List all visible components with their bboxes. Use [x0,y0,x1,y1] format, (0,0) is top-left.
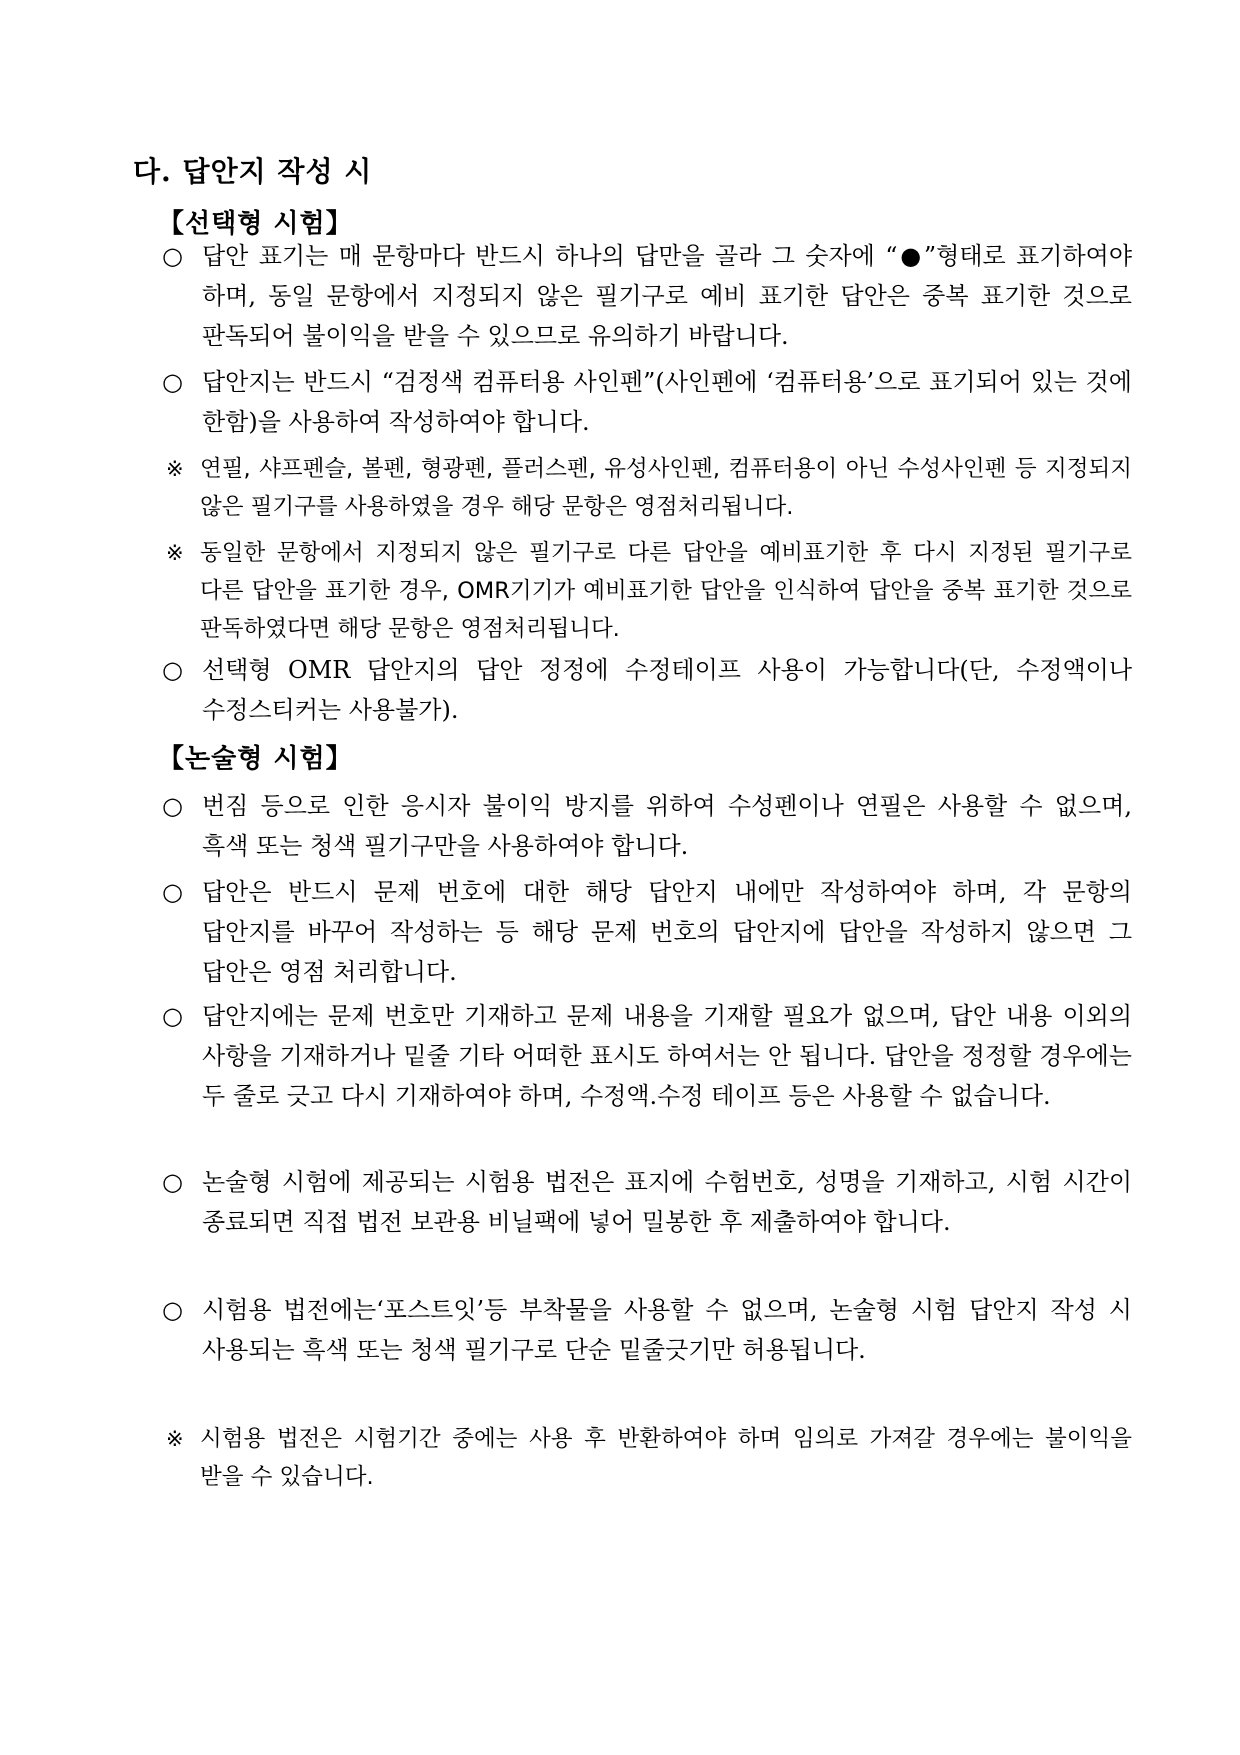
reference-mark-icon: ※ [166,457,184,481]
list-item [162,786,1132,866]
circle-bullet-icon: ○ [162,1168,183,1196]
reference-mark-icon: ※ [166,541,184,565]
note-item [166,534,1132,648]
note-item [166,1420,1132,1496]
list-item [162,872,1132,992]
item-text: 선택형 OMR 답안지의 답안 정정에 수정테이프 사용이 가능합니다(단, 수정액이나 수정스티커는 사용불가). [202,656,1132,724]
section-title-choice: 【선택형 시험】 [158,209,353,239]
note-item [166,450,1132,526]
note-text: 연필, 샤프펜슬, 볼펜, 형광펜, 플러스펜, 유성사인펜, 컴퓨터용이 아닌 수성사인펜 등 지정되지 않은 필기구를 사용하였을 경우 해당 문항은 영점처리됩니다. [200,456,1132,520]
item-text: 번짐 등으로 인한 응시자 불이익 방지를 위하여 수성펜이나 연필은 사용할 수 없으며, 흑색 또는 청색 필기구만을 사용하여야 합니다. [202,792,1132,860]
item-text: 답안지는 반드시 “검정색 컴퓨터용 사인펜”(사인펜에 ‘컴퓨터용’으로 표기되어 있는 것에 한함)을 사용하여 작성하여야 합니다. [202,368,1132,436]
list-item [162,362,1132,442]
list-item [162,996,1132,1116]
item-text: 답안지에는 문제 번호만 기재하고 문제 내용을 기재할 필요가 없으며, 답안 내용 이외의 사항을 기재하거나 밑줄 기타 어떠한 표시도 하여서는 안 됩니다. 답안을 정정할 경우에는 두 줄로 긋고 다시 기재하여야 하며, 수정액.수정 테이프 등은 사용할 수 없습니다. [202,1002,1132,1110]
page-heading: 다. 답안지 작성 시 [133,155,373,188]
item-text: 답안은 반드시 문제 번호에 대한 해당 답안지 내에만 작성하여야 하며, 각 문항의 답안지를 바꾸어 작성하는 등 해당 문제 번호의 답안지에 답안을 작성하지 않으면 그 답안은 영점 처리합니다. [202,878,1132,986]
circle-bullet-icon: ○ [162,1296,183,1324]
section-title-essay: 【논술형 시험】 [158,744,353,774]
note-text: 동일한 문항에서 지정되지 않은 필기구로 다른 답안을 예비표기한 후 다시 지정된 필기구로 다른 답안을 표기한 경우, OMR기기가 예비표기한 답안을 인식하여 답안을 중복 표기한 것으로 판독하였다면 해당 문항은 영점처리됩니다. [200,540,1132,642]
circle-bullet-icon: ○ [162,242,183,270]
circle-bullet-icon: ○ [162,792,183,820]
circle-bullet-icon: ○ [162,368,183,396]
note-text: 시험용 법전은 시험기간 중에는 사용 후 반환하여야 하며 임의로 가져갈 경우에는 불이익을 받을 수 있습니다. [200,1426,1132,1490]
circle-bullet-icon: ○ [162,1002,183,1030]
reference-mark-icon: ※ [166,1427,184,1451]
list-item [162,1162,1132,1242]
list-item [162,1290,1132,1370]
circle-bullet-icon: ○ [162,878,183,906]
circle-bullet-icon: ○ [162,656,183,684]
item-text: 시험용 법전에는‘포스트잇’등 부착물을 사용할 수 없으며, 논술형 시험 답안지 작성 시 사용되는 흑색 또는 청색 필기구로 단순 밑줄긋기만 허용됩니다. [202,1296,1132,1364]
list-item [162,650,1132,730]
item-text: 논술형 시험에 제공되는 시험용 법전은 표지에 수험번호, 성명을 기재하고, 시험 시간이 종료되면 직접 법전 보관용 비닐팩에 넣어 밀봉한 후 제출하여야 합니다. [202,1168,1133,1236]
list-item [162,236,1132,356]
item-text: 답안 표기는 매 문항마다 반드시 하나의 답만을 골라 그 숫자에 “●”형태로 표기하여야 하며, 동일 문항에서 지정되지 않은 필기구로 예비 표기한 답안은 중복 표기한 것으로 판독되어 불이익을 받을 수 있으므로 유의하기 바랍니다. [202,242,1132,350]
